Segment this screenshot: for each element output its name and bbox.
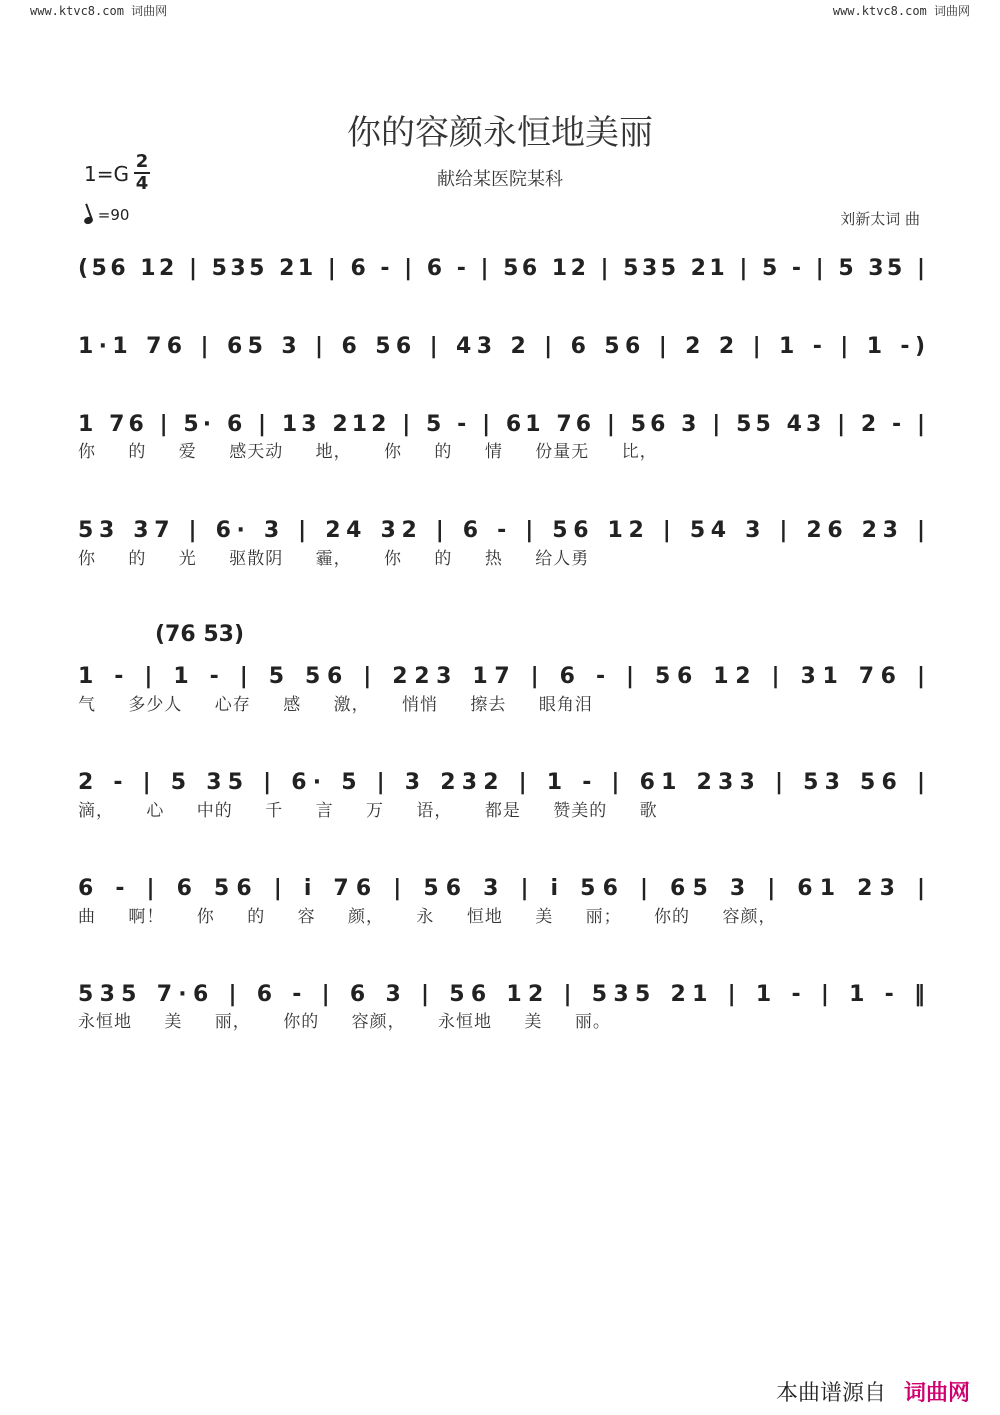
tempo-value: =90 [97, 206, 130, 224]
footer [776, 1376, 970, 1407]
notation-row-1: (56 12 | 535 21 | 6 - | 6 - | 56 12 | 535 21 | 5 - | 5 35 | [78, 256, 925, 281]
notation-row-6: 2 - | 5 35 | 6· 5 | 3 232 | 1 - | 61 233 | 53 56 | [78, 770, 925, 795]
watermark-right: www.ktvc8.com 词曲网 [832, 4, 970, 18]
interlude-notes: (76 53) [155, 622, 244, 647]
lyric-row-7: 曲 啊！ 你 的 容 颜， 永 恒地 美 丽； 你的 容颜， [78, 907, 777, 927]
time-signature-bottom: 4 [135, 173, 149, 194]
composer-credit: 刘新太词 曲 [840, 210, 920, 228]
lyric-row-5: 气 多少人 心存 感 激， 悄悄 擦去 眼角泪 [78, 695, 593, 715]
song-subtitle: 献给某医院某科 [437, 169, 563, 190]
watermark-left: www.ktvc8.com 词曲网 [30, 4, 168, 18]
lyric-row-8: 永恒地 美 丽， 你的 容颜， 永恒地 美 丽。 [78, 1012, 611, 1032]
notation-row-3: 1 76 | 5· 6 | 13 212 | 5 - | 61 76 | 56 3 | 55 43 | 2 - | [78, 412, 925, 437]
lyric-row-6: 滴， 心 中的 千 言 万 语， 都是 赞美的 歌 [78, 801, 658, 821]
notation-row-4: 53 37 | 6· 3 | 24 32 | 6 - | 56 12 | 54 3 | 26 23 | [78, 518, 925, 543]
notation-row-7: 6 - | 6 56 | i 76 | 56 3 | i 56 | 65 3 | 61 23 | [78, 876, 925, 901]
footer-brand: 词曲网 [903, 1381, 970, 1406]
time-signature-top: 2 [135, 151, 149, 172]
footer-text: 本曲谱源自 [775, 1381, 886, 1406]
lyric-row-4: 你 的 光 驱散阴 霾， 你 的 热 给人勇 [78, 549, 590, 569]
notation-row-8: 535 7·6 | 6 - | 6 3 | 56 12 | 535 21 | 1 - | 1 - ‖ [78, 982, 925, 1007]
notation-row-2: 1·1 76 | 65 3 | 6 56 | 43 2 | 6 56 | 2 2 | 1 - | 1 -) [78, 334, 925, 359]
notation-row-5: 1 - | 1 - | 5 56 | 223 17 | 6 - | 56 12 | 31 76 | [78, 664, 925, 689]
lyric-row-3: 你 的 爱 感天动 地， 你 的 情 份量无 比， [78, 442, 658, 462]
key-signature: 1=G [84, 162, 129, 186]
song-title: 你的容颜永恒地美丽 [347, 113, 653, 153]
